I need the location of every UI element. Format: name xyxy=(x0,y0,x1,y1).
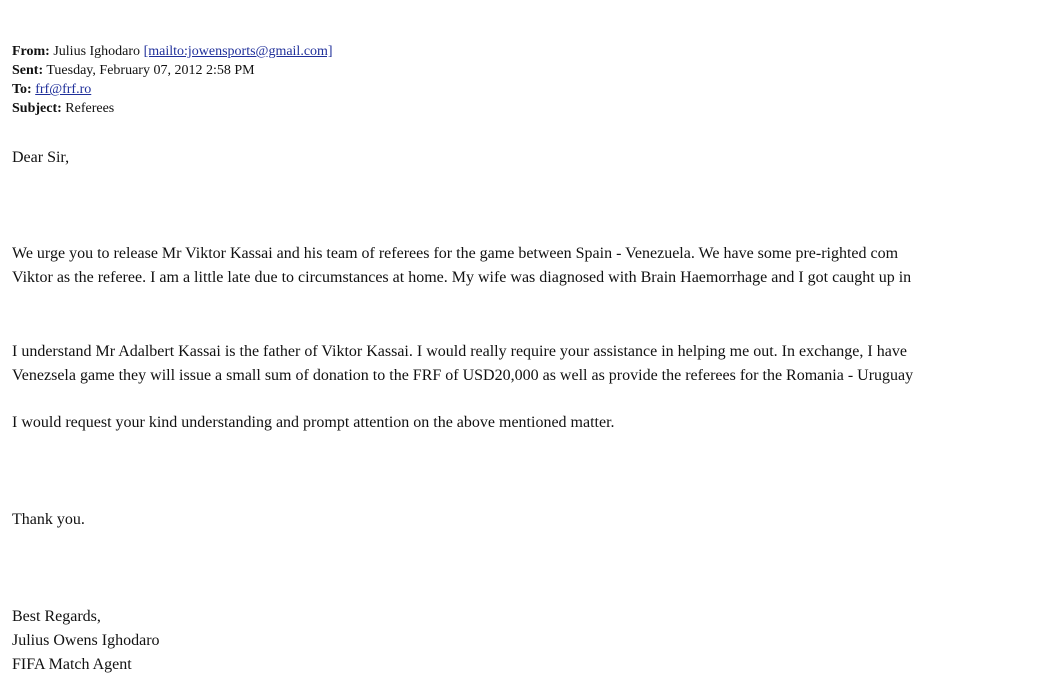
to-email-link[interactable]: frf@frf.ro xyxy=(35,82,92,97)
to-line xyxy=(12,80,333,99)
to-label: To: xyxy=(12,82,32,97)
thanks-line: Thank you. xyxy=(12,511,85,528)
signature-title: FIFA Match Agent xyxy=(12,656,132,673)
subject-label: Subject: xyxy=(12,101,62,116)
from-label: From: xyxy=(12,44,50,59)
paragraph-line: Venezsela game they will issue a small sum of donation to the FRF of USD20,000 as well as provide the referees for the Romania - Uruguay xyxy=(12,367,914,384)
greeting: Dear Sir, xyxy=(12,149,70,166)
email-header xyxy=(12,42,333,118)
paragraph-line: We urge you to release Mr Viktor Kassai and his team of referees for the game between Spain - Venezuela. We have some pre-righted com xyxy=(12,245,899,262)
signature-name: Julius Owens Ighodaro xyxy=(12,632,160,649)
signature-block xyxy=(12,605,1048,677)
paragraph-line: I understand Mr Adalbert Kassai is the father of Viktor Kassai. I would really require your assistance in helping me out. In exchange, I have xyxy=(12,343,907,360)
sent-label: Sent: xyxy=(12,63,44,78)
signature-regards: Best Regards, xyxy=(12,608,101,625)
paragraph-line: Viktor as the referee. I am a little late due to circumstances at home. My wife was diagnosed with Brain Haemorrhage and I got caught up in xyxy=(12,269,912,286)
from-name: Julius Ighodaro xyxy=(53,44,141,59)
paragraph-offer xyxy=(12,340,1048,388)
paragraph-request xyxy=(12,242,1048,290)
paragraph-closing: I would request your kind understanding and prompt attention on the above mentioned matter. xyxy=(12,414,615,431)
from-line xyxy=(12,42,333,61)
subject-value: Referees xyxy=(65,101,115,116)
from-email-link[interactable]: [mailto:jowensports@gmail.com] xyxy=(143,44,333,59)
sent-value: Tuesday, February 07, 2012 2:58 PM xyxy=(46,63,255,78)
subject-line xyxy=(12,99,333,118)
sent-line xyxy=(12,61,333,80)
